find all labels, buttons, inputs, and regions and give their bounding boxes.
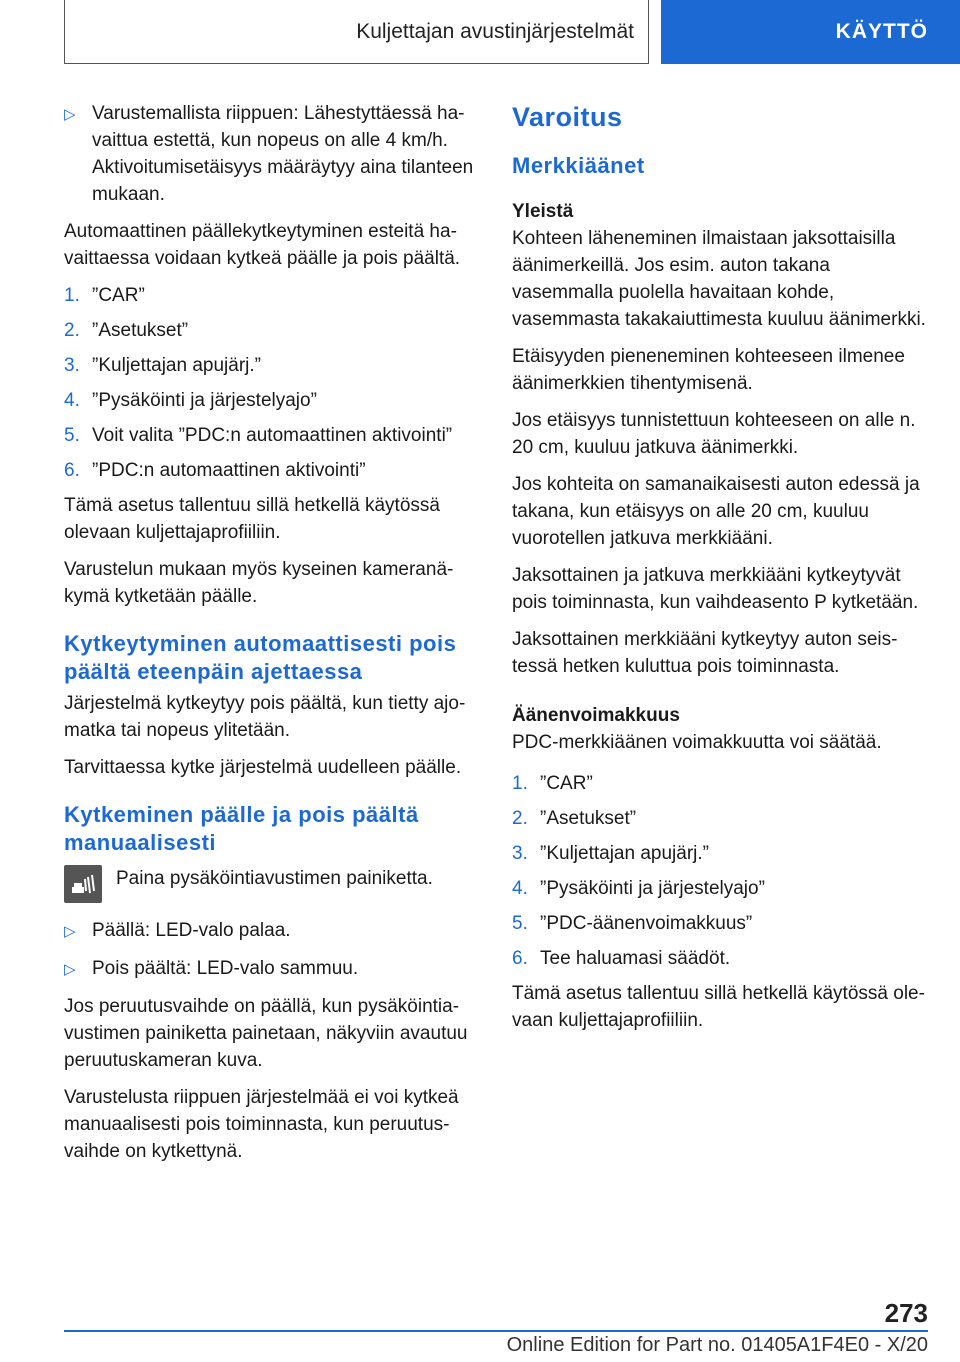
section-heading: Kytkeminen päälle ja pois päältä manuaalisesti bbox=[64, 802, 419, 855]
right-column bbox=[512, 100, 928, 1044]
page-number: 273 bbox=[884, 1298, 928, 1328]
step-text: ”Pysäköinti ja järjestelyajo” bbox=[540, 878, 765, 899]
list-item bbox=[64, 317, 476, 344]
paragraph: Jaksottainen merkkiääni kytkeytyy auton seistessä hetken kuluttua pois toiminnasta. bbox=[512, 629, 898, 677]
step-number: 5. bbox=[64, 425, 80, 446]
edition-note: Online Edition for Part no. 01405A1F4E0 - X/20 bbox=[506, 1334, 928, 1356]
icon-description: Paina pysäköintiavustimen painiketta. bbox=[116, 868, 433, 889]
bullet-item bbox=[64, 955, 476, 983]
subheading: Äänenvoimakkuus bbox=[512, 705, 680, 726]
step-text: ”Kuljettajan apujärj.” bbox=[540, 843, 709, 864]
paragraph: Jos kohteita on samanaikaisesti auton edessä ja takana, kun etäisyys on alle 20 cm, kuuluu vuorotellen jatkuva merkkiääni. bbox=[512, 474, 920, 549]
paragraph: Varustelusta riippuen järjestelmää ei voi kytkeä manuaalisesti pois toiminnasta, kun peruutusvaihde on kytkettynä. bbox=[64, 1087, 459, 1162]
list-item bbox=[512, 875, 928, 902]
section-tab[interactable]: KÄYTTÖ bbox=[661, 0, 960, 64]
paragraph: Kohteen läheneminen ilmaistaan jaksottaisilla äänimerkeillä. Jos esim. auton takana vasemmalla puolella havaitaan kohde, vasemmasta takakaiuttimesta kuuluu äänimerkki. bbox=[512, 228, 926, 330]
step-text: Voit valita ”PDC:n automaattinen aktivointi” bbox=[92, 425, 453, 446]
step-text: ”Pysäköinti ja järjestelyajo” bbox=[92, 390, 317, 411]
bullet-text: Päällä: LED-valo palaa. bbox=[92, 920, 291, 941]
parking-sensor-button-icon bbox=[64, 865, 102, 903]
bullet-item bbox=[64, 917, 476, 945]
step-text: ”Asetukset” bbox=[92, 320, 189, 341]
paragraph: Tarvittaessa kytke järjestelmä uudelleen päälle. bbox=[64, 757, 462, 778]
button-instruction bbox=[64, 865, 476, 903]
bullet-item bbox=[64, 100, 476, 208]
footer-divider bbox=[64, 1330, 928, 1332]
triangle-bullet-icon: ▷ bbox=[64, 961, 76, 978]
step-text: ”PDC-äänenvoimakkuus” bbox=[540, 913, 753, 934]
list-item bbox=[512, 910, 928, 937]
list-item bbox=[64, 352, 476, 379]
list-item bbox=[64, 387, 476, 414]
paragraph: Jos etäisyys tunnistettuun kohteeseen on alle n. 20 cm, kuuluu jatkuva äänimerkki. bbox=[512, 410, 916, 458]
step-text: ”PDC:n automaattinen aktivointi” bbox=[92, 460, 366, 481]
section-heading: Merkkiäänet bbox=[512, 153, 645, 178]
subheading: Yleistä bbox=[512, 201, 574, 222]
step-text: ”CAR” bbox=[540, 773, 593, 794]
paragraph: Etäisyyden pieneneminen kohteeseen ilmenee äänimerkkien tihentymisenä. bbox=[512, 346, 905, 394]
paragraph: Järjestelmä kytkeytyy pois päältä, kun tietty ajomatka tai nopeus ylitetään. bbox=[64, 693, 466, 741]
paragraph: Jaksottainen ja jatkuva merkkiääni kytkeytyvät pois toiminnasta, kun vaihdeasento P kytketään. bbox=[512, 565, 919, 613]
step-number: 4. bbox=[512, 878, 528, 899]
step-number: 3. bbox=[512, 843, 528, 864]
step-number: 5. bbox=[512, 913, 528, 934]
step-number: 4. bbox=[64, 390, 80, 411]
triangle-bullet-icon: ▷ bbox=[64, 106, 76, 123]
bullet-text: Varustemallista riippuen: Lähestyttäessä havaittua estettä, kun nopeus on alle 4 km/h. Aktivoitumisetäisyys määräytyy aina tilanteen mukaan. bbox=[92, 103, 474, 205]
paragraph: PDC-merkkiäänen voimakkuutta voi säätää. bbox=[512, 732, 882, 753]
list-item bbox=[64, 422, 476, 449]
list-item bbox=[512, 840, 928, 867]
step-number: 6. bbox=[64, 460, 80, 481]
step-text: ”Kuljettajan apujärj.” bbox=[92, 355, 261, 376]
bullet-text: Pois päältä: LED-valo sammuu. bbox=[92, 958, 359, 979]
section-title: Varoitus bbox=[512, 102, 623, 132]
step-text: Tee haluamasi säädöt. bbox=[540, 948, 731, 969]
step-number: 1. bbox=[64, 285, 80, 306]
left-column bbox=[64, 100, 476, 1175]
list-item bbox=[512, 770, 928, 797]
list-item bbox=[512, 945, 928, 972]
paragraph: Varustelun mukaan myös kyseinen kameranäkymä kytketään päälle. bbox=[64, 559, 454, 607]
step-number: 6. bbox=[512, 948, 528, 969]
list-item bbox=[512, 805, 928, 832]
paragraph: Tämä asetus tallentuu sillä hetkellä käytössä olevaan kuljettajaprofiiliin. bbox=[512, 983, 925, 1031]
step-number: 2. bbox=[512, 808, 528, 829]
paragraph: Jos peruutusvaihde on päällä, kun pysäköintiavustimen painiketta painetaan, näkyviin avautuu peruutuskameran kuva. bbox=[64, 996, 468, 1071]
step-number: 2. bbox=[64, 320, 80, 341]
step-number: 1. bbox=[512, 773, 528, 794]
section-heading: Kytkeytyminen automaattisesti pois päältä eteenpäin ajettaessa bbox=[64, 631, 457, 684]
step-text: ”Asetukset” bbox=[540, 808, 637, 829]
triangle-bullet-icon: ▷ bbox=[64, 923, 76, 940]
chapter-title: Kuljettajan avustinjärjestelmät bbox=[64, 0, 649, 64]
list-item bbox=[64, 457, 476, 484]
list-item bbox=[64, 282, 476, 309]
paragraph: Tämä asetus tallentuu sillä hetkellä käytössä olevaan kuljettajaprofiiliin. bbox=[64, 495, 440, 543]
step-text: ”CAR” bbox=[92, 285, 145, 306]
paragraph: Automaattinen päällekytkeytyminen esteitä havaittaessa voidaan kytkeä päälle ja pois päältä. bbox=[64, 221, 461, 269]
step-number: 3. bbox=[64, 355, 80, 376]
